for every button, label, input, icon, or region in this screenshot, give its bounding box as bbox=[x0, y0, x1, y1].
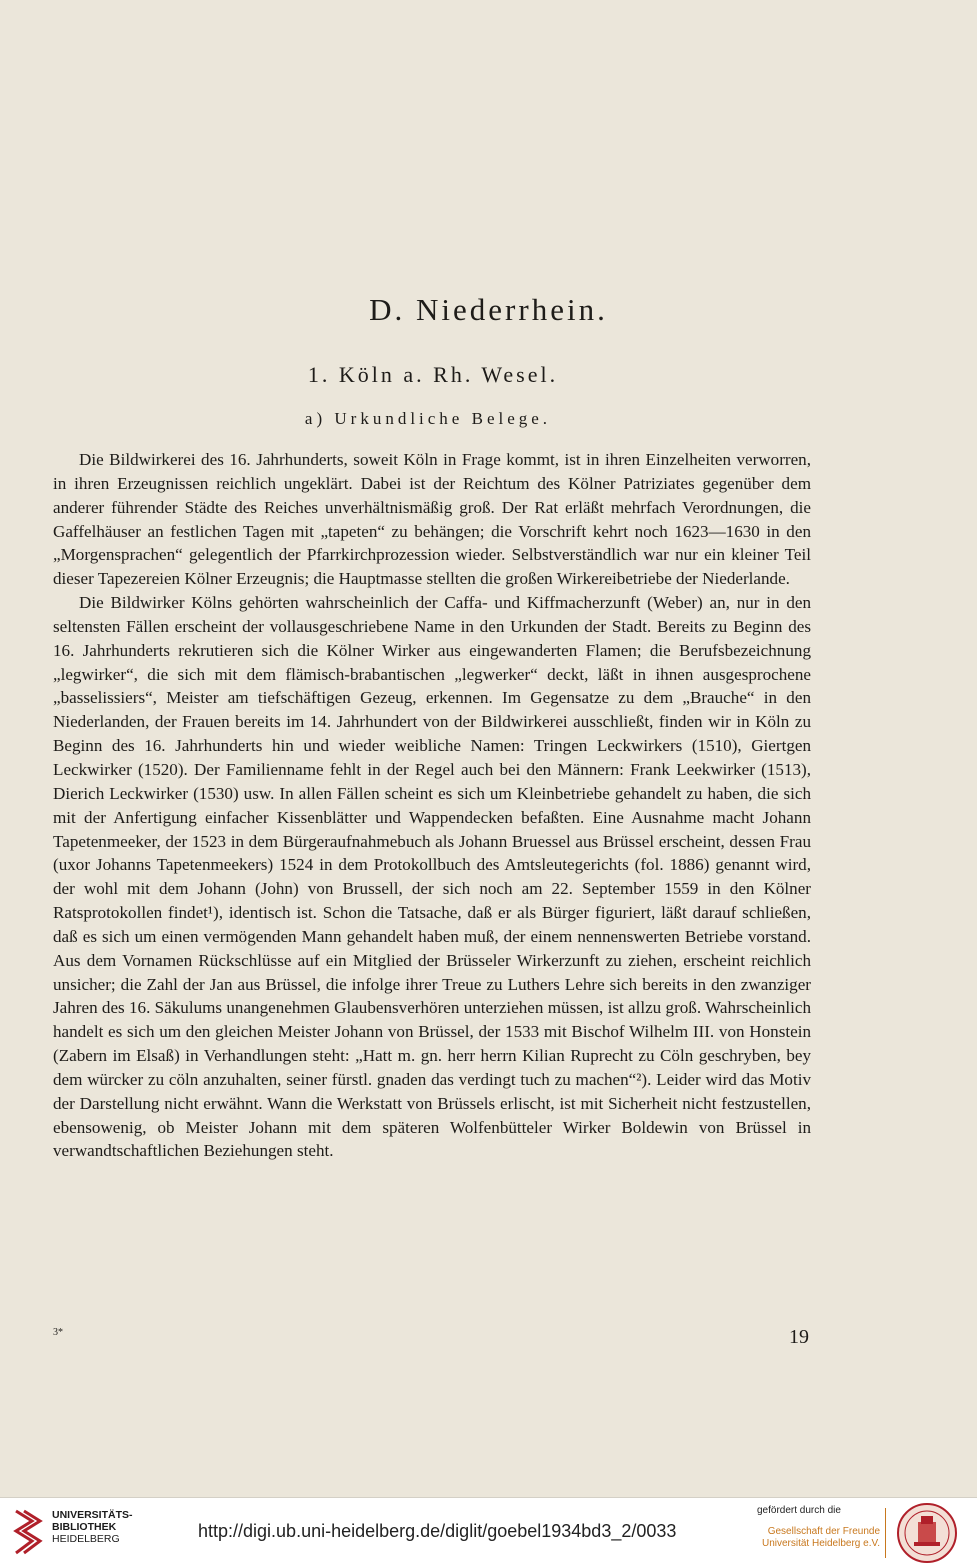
paragraph: Die Bildwirkerei des 16. Jahrhunderts, soweit Köln in Frage kommt, ist in ihren Einzelheiten verworren, in ihren Erzeugnissen reichlich ungeklärt. Dabei ist der Reichtum des Kölner Patriziates gegenüber dem anderer führender Städte des Reiches unverhältnismäßig groß. Der Rat erläßt mehrfach Verordnungen, die Gaffelhäuser an festlichen Tagen mit „tapeten“ zu behängen; die Vorschrift kehrt noch 1623—1630 in den „Morgensprachen“ gelegentlich der Pfarrkirchprozession wieder. Selbstverständlich war nur ein kleiner Teil dieser Tapezereien Kölner Erzeugnis; die Hauptmasse stellten die großen Wirkereibetriebe der Niederlande. bbox=[53, 450, 811, 589]
permalink-url[interactable]: http://digi.ub.uni-heidelberg.de/diglit/goebel1934bd3_2/0033 bbox=[198, 1521, 677, 1541]
paragraph: Die Bildwirker Kölns gehörten wahrscheinlich der Caffa- und Kiffmacherzunft (Weber) an, nur in den seltensten Fällen erscheint der vollausgeschriebene Name in den Urkunden der Stadt. Bereits zu Beginn des 16. Jahrhunderts rekrutieren sich die Kölner Wirker aus eingewanderten Flamen; die Berufsbezeichnung „legwirker“, die sich mit dem flämisch-brabantischen „legwerker“ deckt, läßt in ihnen ausgesprochene „basselissiers“, Meister am tiefschäftigen Gezeug, erkennen. Im Gegensatze zu dem „Brauche“ in den Niederlanden, der Frauen bereits im 14. Jahrhundert von der Bildwirkerei ausschließt, finden wir in Köln zu Beginn des 16. Jahrhunderts hin und wieder weibliche Namen: Tringen Leckwirkers (1510), Giertgen Leckwirker (1520). Der Familienname fehlt in der Regel auch bei den Männern: Frank Leekwirker (1513), Dierich Leckwirker (1530) usw. In allen Fällen scheint es sich um Kleinbetriebe gehandelt zu haben, die sich mit der Anfertigung einfacher Kissenblätter und Wappendecken befaßten. Eine Ausnahme macht Johann Tapetenmeeker, der 1523 in dem Bürgeraufnahmebuch als Johann Bruessel aus Brüssel erscheint, dessen Frau (uxor Johanns Tapetenmeekers) 1524 in dem Protokollbuch des Amtsleutegerichts (fol. 1886) genannt wird, der wohl mit dem Johann (John) von Brussell, der sich noch am 22. September 1559 in den Kölner Ratsprotokollen findet¹), identisch ist. Schon die Tatsache, daß er als Bürger figuriert, läßt darauf schließen, daß es sich um einen vermögenden Mann gehandelt haben muß, der einem nennenswerten Betriebe vorstand. Aus dem Vornamen Rückschlüsse auf ein Mitglied der Brüsseler Wirkerzunft zu ziehen, erscheint reichlich unsicher; die Zahl der Jan aus Brüssel, die infolge ihrer Treue zu Luthers Lehre sich bereits in den zwanziger Jahren des 16. Säkulums unangenehmen Glaubensverhören unterziehen müssen, ist allzu groß. Wahrscheinlich handelt es sich um den gleichen Meister Johann von Brüssel, der 1533 mit Bischof Wilhelm III. von Honstein (Zabern im Elsaß) in Verhandlungen steht: „Hatt m. gn. herr herrn Kilian Ruprecht zu Cöln geschryben, bey dem würcker zu cöln anzuhalten, seiner fürstl. gnaden das verdingt tuch zu machen“²). Leider wird das Motiv der Darstellung nicht erwähnt. Wann die Werkstatt von Brüssels erlischt, ist mit Sicherheit nicht festzustellen, ebensowenig, ob Meister Johann mit dem späteren Wolfenbütteler Wirker Boldewin von Brüssel in verwandtschaftlichen Beziehungen steht. bbox=[53, 593, 811, 1161]
library-line: UNIVERSITÄTS- bbox=[52, 1509, 133, 1521]
chapter-title: D. Niederrhein. bbox=[369, 292, 608, 327]
ub-heidelberg-logo-icon bbox=[12, 1507, 44, 1557]
digitization-footer bbox=[0, 1497, 977, 1565]
university-seal-icon bbox=[896, 1502, 958, 1564]
footer-divider bbox=[885, 1508, 886, 1558]
sponsor-label: gefördert durch die bbox=[757, 1505, 841, 1516]
subsection-title: a) Urkundliche Belege. bbox=[304, 409, 552, 428]
signature-mark: 3* bbox=[53, 1327, 63, 1338]
sponsor-name bbox=[755, 1526, 880, 1550]
library-line: HEIDELBERG bbox=[52, 1533, 120, 1545]
sponsor-line: Gesellschaft der Freunde bbox=[767, 1526, 880, 1537]
page-number: 19 bbox=[789, 1326, 809, 1348]
library-name bbox=[52, 1509, 133, 1545]
library-line: BIBLIOTHEK bbox=[52, 1521, 117, 1533]
section-title: 1. Köln a. Rh. Wesel. bbox=[307, 362, 559, 387]
body-text bbox=[53, 448, 811, 1163]
sponsor-line: Universität Heidelberg e.V. bbox=[761, 1538, 880, 1549]
